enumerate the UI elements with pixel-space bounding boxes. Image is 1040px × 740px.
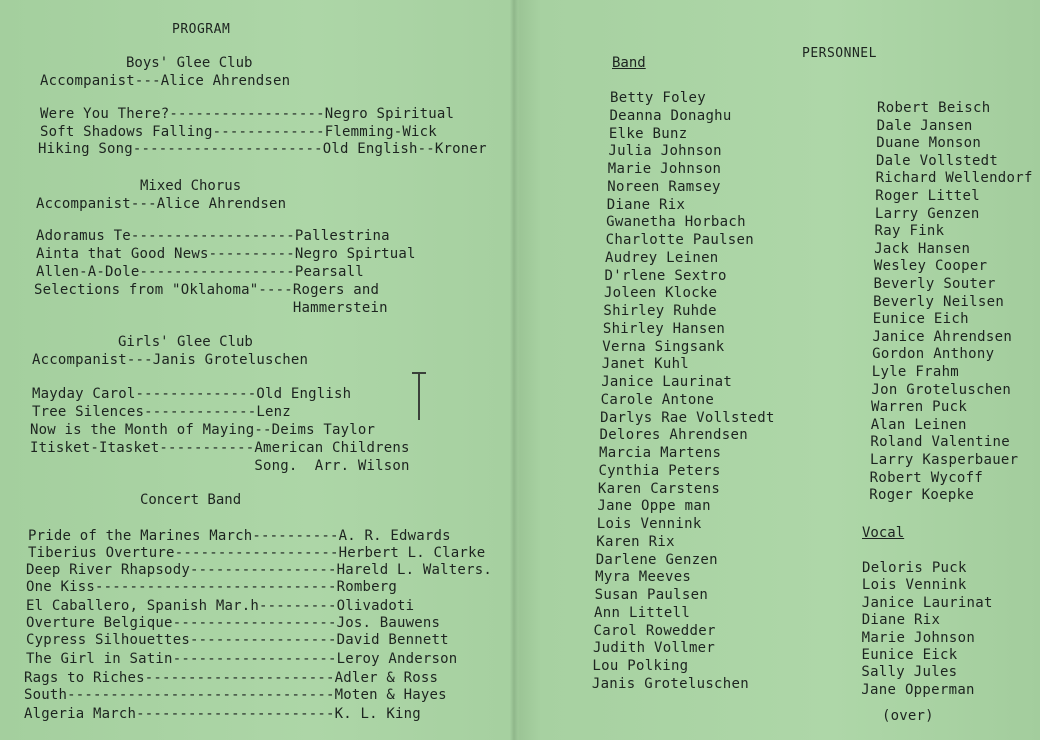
program-title: PROGRAM [172,22,231,37]
personnel-name: D'rlene Sextro [604,267,727,284]
personnel-name: Beverly Neilsen [873,293,1005,310]
personnel-name: Charlotte Paulsen [605,232,754,248]
program-piece: Hiking Song----------------------Old English--Kroner [38,141,487,157]
personnel-name: Dale Vollstedt [875,152,999,169]
personnel-name: Jon Groteluschen [871,381,1012,398]
personnel-name: Roland Valentine [870,434,1011,451]
personnel-name: Roger Littel [875,188,980,204]
program-piece: Algeria March-----------------------K. L. King [24,706,421,722]
personnel-name: Wesley Cooper [873,258,988,275]
program-piece: Soft Shadows Falling-------------Flemming-Wick [40,124,437,140]
personnel-title: PERSONNEL [802,46,877,61]
personnel-name: Delores Ahrendsen [599,427,748,444]
personnel-name: Julia Johnson [608,143,722,160]
personnel-name: Marcia Martens [599,445,722,461]
personnel-name: Beverly Souter [873,276,996,292]
personnel-name: Jane Oppe man [597,498,711,515]
program-piece: Were You There?------------------Negro Spiritual [40,106,455,122]
personnel-name: Karen Carstens [597,480,721,497]
personnel-name: Warren Puck [871,399,968,416]
personnel-name: Janice Laurinat [601,374,733,390]
personnel-name: Darlys Rae Vollstedt [600,409,775,426]
personnel-name: Eunice Eich [872,311,969,328]
personnel-name: Verna Singsank [602,338,725,355]
personnel-name: Jack Hansen [874,240,971,257]
program-piece: Selections from "Oklahoma"----Rogers and [34,282,380,298]
vocal-heading: Vocal [862,525,905,541]
program-piece: Allen-A-Dole------------------Pearsall [36,264,364,280]
personnel-name: Joleen Klocke [603,285,718,302]
accompanist-line: Accompanist---Alice Ahrendsen [36,196,287,212]
personnel-name: Ray Fink [874,223,945,240]
program-piece: Mayday Carol--------------Old English [32,386,352,402]
personnel-name: Lois Vennink [596,516,702,532]
personnel-name: Susan Paulsen [594,587,709,603]
program-piece: Tree Silences-------------Lenz [32,404,291,420]
personnel-name: Lou Polking [592,658,689,674]
program-piece: Cypress Silhouettes-----------------David Bennett [26,632,449,648]
over-note: (over) [882,708,934,724]
section-heading-concert-band: Concert Band [140,492,242,508]
personnel-name: Lois Vennink [861,577,967,594]
personnel-name: Sally Jules [861,664,958,681]
program-piece: Ainta that Good News----------Negro Spirtual [36,246,416,262]
accompanist-line: Accompanist---Janis Groteluschen [32,352,309,368]
program-piece: El Caballero, Spanish Mar.h---------Olivadoti [26,598,415,614]
program-piece: One Kiss----------------------------Romberg [26,579,398,595]
personnel-name: Richard Wellendorf [875,170,1033,187]
personnel-name: Duane Monson [876,135,982,152]
program-piece: The Girl in Satin-------------------Leroy Anderson [26,651,458,667]
personnel-name: Janet Kuhl [601,356,690,373]
personnel-name: Myra Meeves [595,569,692,586]
personnel-name: Robert Beisch [877,100,991,116]
personnel-name: Shirley Ruhde [603,303,717,319]
program-piece: Deep River Rhapsody-----------------Hareld L. Walters. [26,562,492,578]
personnel-name: Dale Jansen [876,117,973,134]
personnel-name: Jane Opperman [861,681,975,698]
program-piece: Now is the Month of Maying--Deims Taylor [30,422,376,438]
personnel-name: Ann Littell [594,604,691,621]
section-heading-girls-glee-club: Girls' Glee Club [118,334,253,350]
personnel-name: Janis Groteluschen [591,675,749,692]
personnel-name: Larry Genzen [874,205,980,222]
personnel-name: Darlene Genzen [595,551,718,568]
personnel-name: Deanna Donaghu [609,107,732,124]
personnel-name: Betty Foley [610,90,707,106]
personnel-name: Janice Laurinat [861,594,993,611]
program-piece: South-------------------------------Moten & Hayes [24,687,447,703]
page-fold [510,0,518,740]
personnel-name: Shirley Hansen [602,320,726,337]
accompanist-line: Accompanist---Alice Ahrendsen [40,73,291,89]
program-piece: Itisket-Itasket-----------American Childrens [30,440,410,456]
personnel-name: Deloris Puck [862,560,967,576]
section-heading-mixed-chorus: Mixed Chorus [140,178,242,194]
personnel-name: Alan Leinen [870,416,967,433]
personnel-name: Audrey Leinen [605,249,719,266]
personnel-name: Lyle Frahm [871,364,960,380]
program-piece: Adoramus Te-------------------Pallestrina [36,228,390,244]
personnel-name: Karen Rix [596,533,675,550]
personnel-name: Diane Rix [861,612,941,629]
band-heading: Band [612,55,646,71]
personnel-name: Marie Johnson [861,629,976,646]
personnel-name: Noreen Ramsey [607,178,721,195]
section-heading-boys-glee-club: Boys' Glee Club [126,55,253,71]
personnel-name: Carole Antone [600,391,715,408]
program-piece: Song. Arr. Wilson [30,458,410,474]
personnel-name: Larry Kasperbauer [870,452,1019,468]
personnel-name: Judith Vollmer [592,640,716,657]
program-piece: Pride of the Marines March----------A. R. Edwards [28,528,451,544]
personnel-name: Cynthia Peters [598,462,721,479]
personnel-name: Roger Koepke [869,487,975,504]
personnel-name: Janice Ahrendsen [872,328,1013,345]
personnel-name: Robert Wycoff [869,469,984,486]
program-piece: Rags to Riches----------------------Adler & Ross [24,670,439,686]
personnel-name: Gwanetha Horbach [606,214,746,231]
personnel-name: Gordon Anthony [872,346,995,363]
program-piece: Tiberius Overture-------------------Herbert L. Clarke [28,545,486,561]
personnel-name: Marie Johnson [607,161,722,177]
personnel-name: Eunice Eick [861,647,958,663]
personnel-name: Diane Rix [606,196,686,213]
program-piece: Overture Belgique-------------------Jos. Bauwens [26,615,441,631]
personnel-name: Carol Rowedder [593,622,716,639]
personnel-name: Elke Bunz [608,125,688,142]
program-piece: Hammerstein [34,300,388,316]
pencil-mark [418,372,420,420]
